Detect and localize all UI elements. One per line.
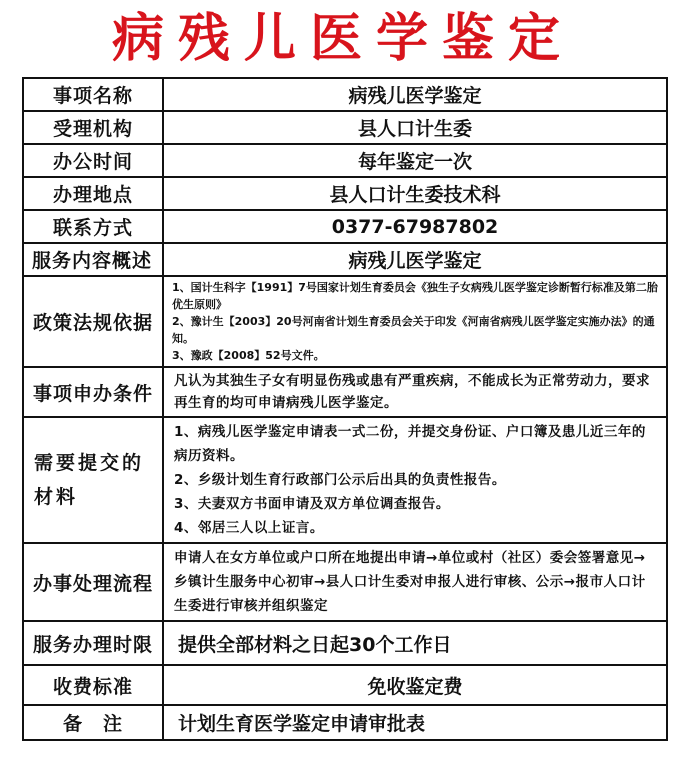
row-value: 免收鉴定费 <box>163 665 667 705</box>
table-row <box>23 78 667 111</box>
table-row <box>23 665 667 705</box>
table-row <box>23 417 667 543</box>
row-value: 申请人在女方单位或户口所在地提出申请→单位或村（社区）委会签署意见→乡镇计生服务中心初审→县人口计生委对申报人进行审核、公示→报市人口计生委进行审核并组织鉴定 <box>163 543 667 621</box>
table-row <box>23 210 667 243</box>
materials-list <box>163 417 667 543</box>
row-label: 办公时间 <box>23 144 163 177</box>
list-item: 4、邻居三人以上证言。 <box>174 520 324 536</box>
list-item: 1、国计生科字【1991】7号国家计划生育委员会《独生子女病残儿医学鉴定诊断暂行标准及第二胎优生原则》 <box>172 281 658 311</box>
policy-list <box>163 276 667 367</box>
row-value: 病残儿医学鉴定 <box>163 243 667 276</box>
row-value: 凡认为其独生子女有明显伤残或患有严重疾病，不能成长为正常劳动力，要求再生育的均可申请病残儿医学鉴定。 <box>163 367 667 417</box>
row-label: 联系方式 <box>23 210 163 243</box>
row-value: 提供全部材料之日起30个工作日 <box>163 621 667 665</box>
table-row <box>23 177 667 210</box>
row-label: 政策法规依据 <box>23 276 163 367</box>
table-row <box>23 276 667 367</box>
table-row <box>23 367 667 417</box>
row-value: 县人口计生委技术科 <box>163 177 667 210</box>
row-label: 办理地点 <box>23 177 163 210</box>
list-item: 3、夫妻双方书面申请及双方单位调查报告。 <box>174 496 450 512</box>
row-label: 事项名称 <box>23 78 163 111</box>
list-item: 2、乡级计划生育行政部门公示后出具的负责性报告。 <box>174 472 506 488</box>
row-label: 备 注 <box>23 705 163 740</box>
info-table <box>22 77 668 741</box>
table-row <box>23 144 667 177</box>
table-row <box>23 621 667 665</box>
table-row <box>23 543 667 621</box>
row-label: 服务办理时限 <box>23 621 163 665</box>
list-item: 3、豫政【2008】52号文件。 <box>172 349 325 362</box>
row-label: 服务内容概述 <box>23 243 163 276</box>
row-label: 需要提交的材料 <box>23 417 163 543</box>
row-value: 病残儿医学鉴定 <box>163 78 667 111</box>
row-value: 县人口计生委 <box>163 111 667 144</box>
row-label: 收费标准 <box>23 665 163 705</box>
row-label: 受理机构 <box>23 111 163 144</box>
row-value: 每年鉴定一次 <box>163 144 667 177</box>
table-row <box>23 705 667 740</box>
table-row <box>23 111 667 144</box>
contact-phone: 0377-67987802 <box>163 210 667 243</box>
table-row <box>23 243 667 276</box>
row-label: 办事处理流程 <box>23 543 163 621</box>
list-item: 1、病残儿医学鉴定申请表一式二份，并提交身份证、户口簿及患儿近三年的病历资料。 <box>174 424 646 464</box>
list-item: 2、豫计生【2003】20号河南省计划生育委员会关于印发《河南省病残儿医学鉴定实施办法》的通知。 <box>172 315 655 345</box>
row-label: 事项申办条件 <box>23 367 163 417</box>
page-title: 病残儿医学鉴定 <box>111 8 574 69</box>
row-value: 计划生育医学鉴定申请审批表 <box>163 705 667 740</box>
